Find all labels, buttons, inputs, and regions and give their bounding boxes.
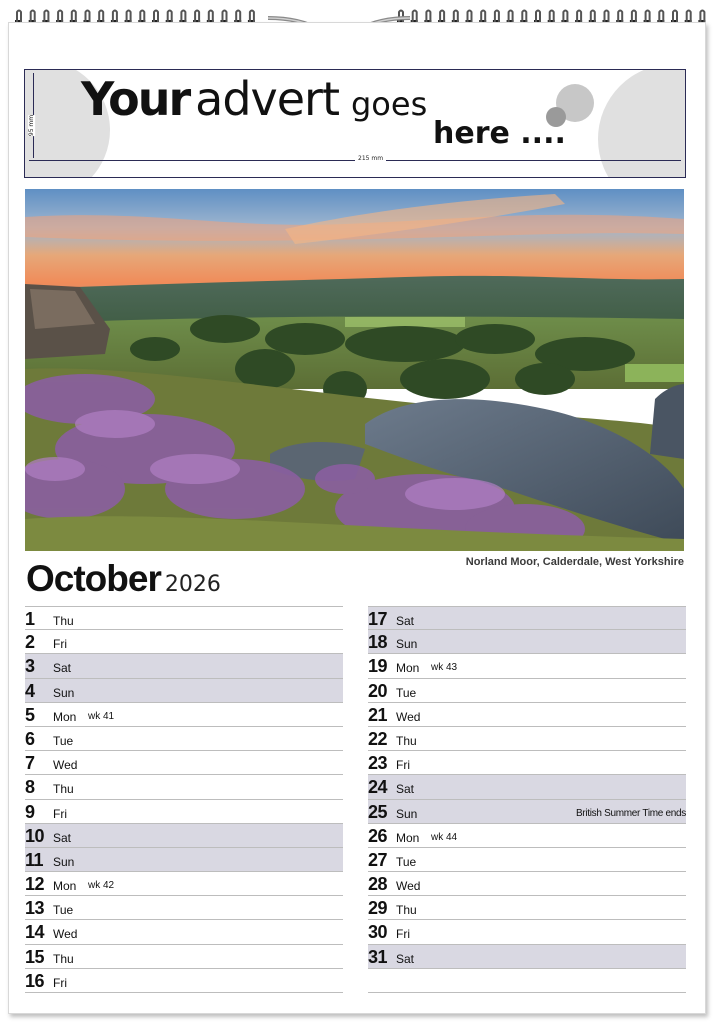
day-row	[25, 920, 343, 944]
week-number: wk 43	[431, 662, 458, 674]
day-name: Tue	[396, 854, 417, 869]
day-row	[368, 920, 686, 944]
day-name: Tue	[396, 685, 417, 700]
day-name: Sun	[53, 854, 75, 869]
day-name: Sat	[53, 830, 72, 845]
day-name: Thu	[396, 733, 417, 748]
day-row	[25, 727, 343, 751]
height-dimension-label: 95 mm	[28, 114, 36, 137]
day-number: 11	[25, 849, 44, 870]
day-name: Fri	[53, 975, 67, 990]
day-number: 9	[25, 801, 35, 822]
week-number: wk 41	[88, 710, 115, 722]
day-name: Mon	[53, 709, 77, 724]
day-name: Mon	[396, 830, 420, 845]
day-row	[25, 945, 343, 969]
day-number: 12	[25, 874, 45, 895]
day-name: Wed	[396, 709, 421, 724]
day-row	[25, 606, 343, 630]
day-number: 28	[368, 874, 388, 895]
day-row	[25, 679, 343, 703]
day-row	[368, 630, 686, 654]
day-row	[368, 896, 686, 920]
day-number: 1	[25, 609, 35, 629]
day-name: Thu	[396, 903, 417, 918]
day-row	[368, 606, 686, 630]
day-name: Thu	[53, 951, 74, 966]
day-row	[368, 727, 686, 751]
week-number: wk 44	[431, 831, 458, 843]
photo-caption: Norland Moor, Calderdale, West Yorkshire	[465, 556, 684, 568]
day-name: Sun	[396, 806, 418, 821]
day-name: Sun	[396, 637, 418, 652]
day-number: 31	[368, 946, 388, 967]
day-name: Tue	[53, 903, 74, 918]
advert-advert: advert	[195, 72, 339, 126]
advert-your: Your	[81, 72, 190, 126]
day-number: 25	[368, 801, 388, 822]
day-row	[368, 775, 686, 799]
day-row	[368, 703, 686, 727]
month-year: 2026	[164, 572, 221, 597]
day-name: Sat	[396, 951, 415, 966]
day-number: 21	[368, 704, 388, 725]
day-row	[368, 751, 686, 775]
landscape-photo	[25, 189, 684, 551]
day-name: Wed	[53, 758, 78, 773]
day-name: Mon	[396, 661, 420, 676]
day-row	[368, 800, 686, 824]
day-number: 3	[25, 656, 35, 677]
day-note: British Summer Time ends	[575, 807, 686, 819]
day-name: Fri	[396, 758, 410, 773]
day-row	[25, 969, 343, 993]
day-row	[368, 824, 686, 848]
day-number: 22	[368, 728, 388, 749]
day-number: 10	[25, 825, 45, 846]
day-row	[25, 824, 343, 848]
day-row	[368, 848, 686, 872]
week-number: wk 42	[88, 880, 115, 892]
day-number: 7	[25, 753, 35, 774]
day-row	[368, 945, 686, 969]
advert-goes: goes	[350, 85, 428, 123]
width-dimension-label: 215 mm	[355, 155, 386, 162]
days-column-right	[368, 606, 686, 993]
day-name: Mon	[53, 879, 77, 894]
decor-circle-right	[598, 69, 686, 178]
day-number: 29	[368, 898, 388, 919]
day-row	[368, 872, 686, 896]
month-heading	[26, 558, 221, 600]
day-row	[368, 969, 686, 993]
day-name: Sun	[53, 685, 75, 700]
day-number: 17	[368, 609, 388, 629]
day-number: 27	[368, 849, 388, 870]
day-name: Tue	[53, 733, 74, 748]
day-number: 5	[25, 704, 35, 725]
day-row	[368, 654, 686, 678]
day-number: 20	[368, 680, 388, 701]
day-row	[25, 872, 343, 896]
day-row	[25, 654, 343, 678]
day-number: 30	[368, 922, 388, 943]
day-number: 14	[25, 922, 45, 943]
day-number: 4	[25, 680, 35, 701]
day-row	[25, 751, 343, 775]
day-row	[25, 775, 343, 799]
days-column-left	[25, 606, 343, 993]
day-number: 26	[368, 825, 388, 846]
day-row	[25, 896, 343, 920]
advert-headline	[81, 72, 427, 126]
day-number: 13	[25, 898, 45, 919]
day-row	[25, 630, 343, 654]
day-name: Thu	[53, 614, 74, 628]
month-name: October	[26, 558, 161, 599]
day-number: 24	[368, 777, 388, 798]
day-name: Sat	[396, 782, 415, 797]
day-number: 19	[368, 656, 388, 677]
day-number: 16	[25, 970, 45, 991]
day-name: Sat	[53, 661, 72, 676]
day-row	[25, 703, 343, 727]
advert-here: here ....	[433, 116, 566, 151]
day-row	[25, 800, 343, 824]
day-number: 15	[25, 946, 45, 967]
day-name: Fri	[396, 927, 410, 942]
day-name: Thu	[53, 782, 74, 797]
day-number: 8	[25, 777, 35, 798]
day-name: Wed	[396, 879, 421, 894]
day-number: 2	[25, 632, 35, 653]
advert-placeholder	[24, 69, 686, 178]
day-name: Fri	[53, 637, 67, 652]
day-row	[25, 848, 343, 872]
day-number: 23	[368, 753, 388, 774]
day-name: Sat	[396, 614, 415, 628]
photo-artwork	[25, 189, 684, 551]
day-name: Fri	[53, 806, 67, 821]
day-row	[368, 679, 686, 703]
day-name: Wed	[53, 927, 78, 942]
day-number: 6	[25, 728, 35, 749]
day-number: 18	[368, 632, 388, 653]
